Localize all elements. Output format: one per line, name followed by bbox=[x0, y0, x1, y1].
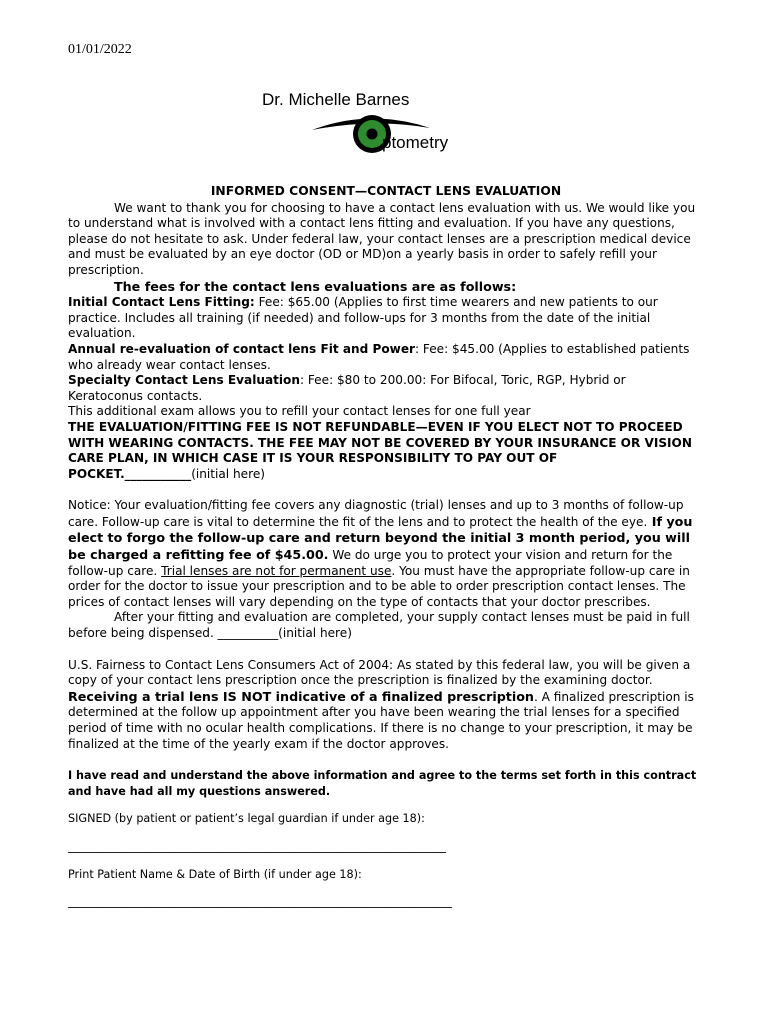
form-body bbox=[68, 184, 704, 910]
fees-heading: The fees for the contact lens evaluations are as follows: bbox=[114, 278, 517, 294]
print-name-label: Print Patient Name & Date of Birth (if under age 18): bbox=[68, 867, 362, 881]
form-title: INFORMED CONSENT—CONTACT LENS EVALUATION bbox=[210, 184, 562, 198]
print-name-line[interactable]: ________________________________________________________________ bbox=[68, 894, 452, 909]
nonrefundable-notice: THE EVALUATION/FITTING FEE IS NOT REFUNDABLE—EVEN IF YOU ELECT NOT TO PROCEED WITH WEARING CONTACTS. THE FEE MAY NOT BE COVERED BY YOUR INSURANCE OR VISION CARE PLAN, IN WHICH CASE IT IS YOUR RESPONSIBILITY TO PAY OUT OF POCKET.___________(initial here) bbox=[68, 419, 692, 481]
signed-label: SIGNED (by patient or patient’s legal guardian if under age 18): bbox=[68, 812, 425, 826]
eye-pupil-icon bbox=[367, 129, 378, 140]
refill-note: This additional exam allows you to refill your contact lenses for one full year bbox=[68, 404, 531, 419]
signature-line[interactable]: _______________________________________________________________ bbox=[68, 838, 446, 853]
fee-initial-fitting: Initial Contact Lens Fitting: Fee: $65.00 (Applies to first time wearers and new patients to our practice. Includes all training (if needed) and follow-ups for 3 months from the date of the initial evaluation. bbox=[68, 295, 658, 341]
fee-annual-reevaluation: Annual re-evaluation of contact lens Fit and Power: Fee: $45.00 (Applies to established patients who already wear contact lenses. bbox=[68, 341, 690, 372]
notice-paragraph: Notice: Your evaluation/fitting fee covers any diagnostic (trial) lenses and up to 3 months of follow-up care. Follow-up care is vital to determine the fit of the lens and to protect the health of the eye. If you elect to forgo the follow-up care and return beyond the initial 3 month period, you will be charged a refitting fee of $45.00. We do urge you to protect your vision and return for the follow-up care. Trial lenses are not for permanent use. You must have the appropriate follow-up care in order for the doctor to issue your prescription and to be able to order prescription contact lenses. The prices of contact lenses will vary depending on the type of contacts that your doctor prescribes. bbox=[68, 498, 693, 609]
practice-logo bbox=[260, 88, 460, 160]
acknowledgement-statement: I have read and understand the above information and agree to the terms set forth in this contract and have had all my questions answered. bbox=[68, 769, 697, 798]
logo-word: ptometry bbox=[382, 133, 449, 152]
fee-specialty-evaluation: Specialty Contact Lens Evaluation: Fee: $80 to 200.00: For Bifocal, Toric, RGP, Hybrid or Keratoconus contacts. bbox=[68, 373, 626, 403]
initial-blank-1[interactable]: ___________ bbox=[124, 466, 192, 481]
initial-blank-2[interactable]: __________ bbox=[217, 626, 279, 641]
payment-paragraph: After your fitting and evaluation are completed, your supply contact lenses must be paid in full before being dispensed. __________(initial here) bbox=[68, 610, 690, 641]
document-date: 01/01/2022 bbox=[68, 42, 132, 57]
fairness-act-paragraph: U.S. Fairness to Contact Lens Consumers Act of 2004: As stated by this federal law, you will be given a copy of your contact lens prescription once the prescription is finalized by the examining doctor. Receiving a trial lens IS NOT indicative of a finalized prescription. A finalized prescription is determined at the follow up appointment after you have been wearing the trial lenses for a specified period of time with no ocular health complications. If there is no change to your prescription, it may be finalized at the time of the yearly exam if the doctor approves. bbox=[68, 657, 694, 751]
intro-paragraph: We want to thank you for choosing to have a contact lens evaluation with us. We would like you to understand what is involved with a contact lens fitting and evaluation. If you have any questions, please do not hesitate to ask. Under federal law, your contact lenses are a prescription medical device and must be evaluated by an eye doctor (OD or MD)on a yearly basis in order to safely refill your prescription. bbox=[68, 200, 696, 277]
logo-doctor-name: Dr. Michelle Barnes bbox=[262, 90, 410, 109]
